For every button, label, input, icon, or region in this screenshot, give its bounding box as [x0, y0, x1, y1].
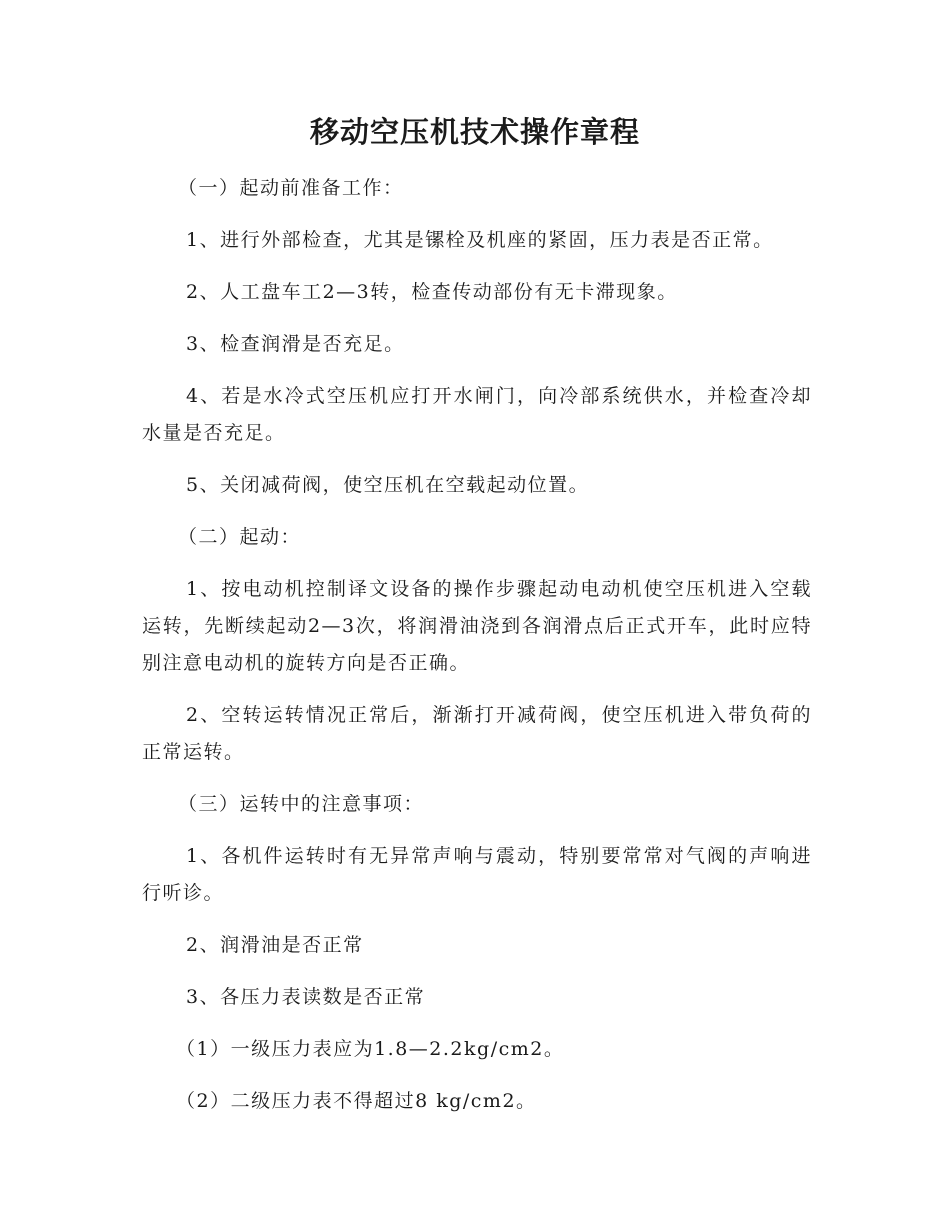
sub-paragraph: （1）一级压力表应为1.8—2.2kg/cm2。 [176, 1038, 565, 1060]
paragraph: 4、若是水冷式空压机应打开水闸门，向冷部系统供水，并检查冷却水量是否充足。 [142, 385, 812, 444]
paragraph: 3、各压力表读数是否正常 [186, 986, 426, 1008]
paragraph: 3、检查润滑是否充足。 [186, 333, 405, 355]
paragraph: 5、关闭减荷阀，使空压机在空载起动位置。 [186, 474, 590, 496]
paragraph: 2、人工盘车工2—3转，检查传动部份有无卡滞现象。 [186, 281, 678, 303]
paragraph: 1、按电动机控制译文设备的操作步骤起动电动机使空压机进入空载运转，先断续起动2—3次，将润滑油浇到各润滑点后正式开车，此时应特别注意电动机的旋转方向是否正确。 [142, 578, 812, 674]
section-heading: （一）起动前准备工作： [178, 177, 404, 199]
paragraph: 2、空转运转情况正常后，渐渐打开减荷阀，使空压机进入带负荷的正常运转。 [142, 704, 812, 763]
paragraph: 1、进行外部检查，尤其是镙栓及机座的紧固，压力表是否正常。 [186, 229, 774, 251]
document-title: 移动空压机技术操作章程 [309, 115, 640, 149]
section-heading: （三）运转中的注意事项： [178, 793, 425, 815]
section-heading: （二）起动： [178, 526, 302, 548]
sub-paragraph: （2）二级压力表不得超过8 kg/cm2。 [176, 1090, 537, 1112]
paragraph: 1、各机件运转时有无异常声响与震动，特别要常常对气阀的声响进行听诊。 [142, 845, 812, 904]
paragraph: 2、润滑油是否正常 [186, 934, 364, 956]
document-body [142, 170, 812, 1135]
